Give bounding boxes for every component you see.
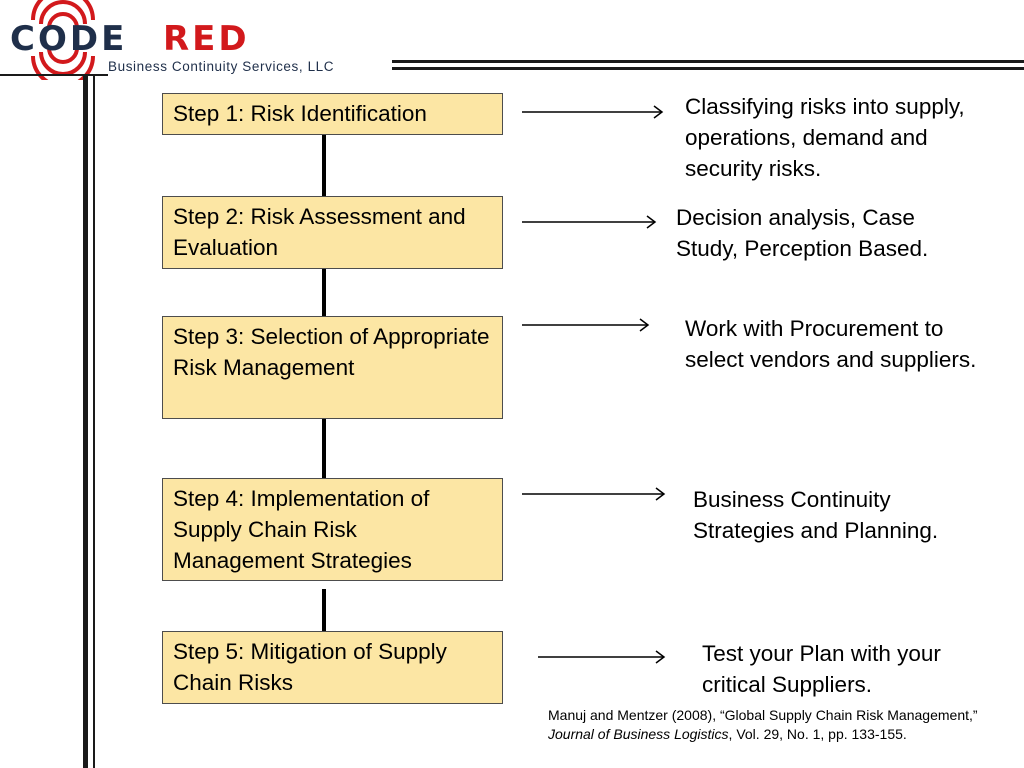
logo-word-code: CODE: [10, 19, 128, 59]
arrow-step-5: [538, 651, 664, 663]
arrow-step-3: [522, 319, 648, 331]
logo-word-red: RED: [163, 19, 250, 59]
step-2-description: Decision analysis, Case Study, Perception Based.: [676, 205, 929, 261]
step-3-box: Step 3: Selection of Appropriate Risk Management: [162, 316, 503, 419]
step-1-box: Step 1: Risk Identification: [162, 93, 503, 135]
step-4-box: Step 4: Implementation of Supply Chain Risk Management Strategies: [162, 478, 503, 581]
citation-details: , Vol. 29, No. 1, pp. 133-155.: [728, 726, 907, 742]
step-3-description: Work with Procurement to select vendors and suppliers.: [685, 316, 977, 372]
citation-authors: Manuj and Mentzer (2008), “Global Supply Chain Risk Management,”: [548, 707, 978, 723]
step-2-box: Step 2: Risk Assessment and Evaluation: [162, 196, 503, 269]
step-1-description: Classifying risks into supply, operations, demand and security risks.: [685, 94, 965, 181]
arrow-step-1: [522, 106, 662, 118]
citation-journal: Journal of Business Logistics: [548, 726, 729, 742]
arrow-step-4: [522, 488, 664, 500]
step-5-description: Test your Plan with your critical Suppliers.: [702, 641, 941, 697]
step-4-description: Business Continuity Strategies and Planning.: [693, 487, 939, 543]
arrow-step-2: [522, 216, 655, 228]
logo-subtitle: Business Continuity Services, LLC: [108, 59, 335, 74]
citation: [548, 706, 1008, 744]
step-5-box: Step 5: Mitigation of Supply Chain Risks: [162, 631, 503, 704]
